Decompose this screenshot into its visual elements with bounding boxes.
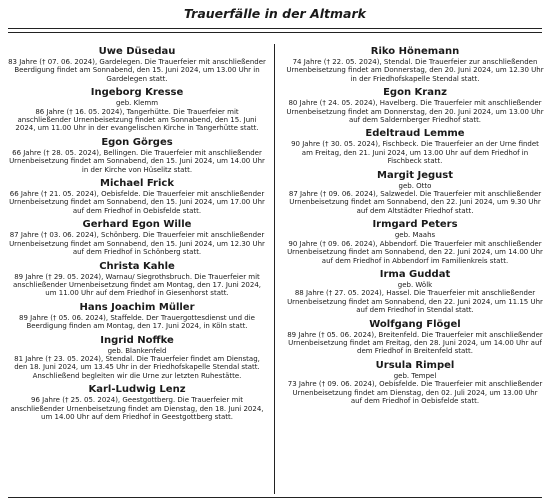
obituary-text: 83 Jahre († 07. 06. 2024), Gardelegen. Die Trauerfeier mit anschließender Beerdigung findet am Sonnabend, den 15. Juni 2024, um 13.00 Uhr in Gardelegen statt.	[8, 58, 266, 83]
deceased-name: Karl-Ludwig Lenz	[88, 384, 186, 396]
page-title: Trauerfälle in der Altmark	[184, 6, 366, 21]
obituary-entry	[8, 384, 266, 421]
deceased-name: Hans Joachim Müller	[79, 301, 195, 313]
deceased-name: Egon Görges	[101, 136, 173, 148]
deceased-name: Ingrid Noffke	[100, 334, 174, 346]
obituary-entry	[286, 128, 544, 165]
top-rule-double	[8, 32, 542, 33]
obituary-text: 96 Jahre († 25. 05. 2024), Geestgottberg. Die Trauerfeier mit anschließender Urnenbeisetzung findet am Dienstag, den 18. Juni 2024, um 14.00 Uhr auf dem Friedhof in Geestgottberg statt.	[10, 396, 264, 421]
obituary-entry	[286, 170, 544, 216]
obituary-text: 89 Jahre († 29. 05. 2024), Warnau/ Siegrothsbruch. Die Trauerfeier mit anschließender Urnenbeisetzung findet am Montag, den 17. Juni 2024, um 11.00 Uhr auf dem Friedhof in Giesenhorst statt.	[12, 272, 262, 298]
obituary-entry	[286, 269, 544, 315]
deceased-name: Ursula Rimpel	[375, 359, 455, 371]
deceased-name: Michael Frick	[100, 178, 174, 190]
deceased-name: Christa Kahle	[99, 260, 175, 272]
right-column	[286, 46, 544, 405]
birth-name: geb. Blankenfeld	[107, 346, 167, 355]
obituary-entry	[8, 219, 266, 256]
birth-name: geb. Tempel	[393, 371, 437, 380]
obituary-text: 74 Jahre († 22. 05. 2024), Stendal. Die Trauerfeier zur anschließenden Urnenbeisetzung findet am Donnerstag, den 20. Juni 2024, um 12.30 Uhr in der Friedhofskapelle Stendal statt.	[286, 58, 544, 83]
obituary-entry	[8, 178, 266, 215]
deceased-name: Margit Jegust	[377, 169, 453, 181]
obituary-entry	[286, 219, 544, 265]
obituary-text: 87 Jahre († 09. 06. 2024), Salzwedel. Die Trauerfeier mit anschließender Urnenbeisetzung findet am Sonnabend, den 22. Juni 2024, um 9.30 Uhr auf dem Altstädter Friedhof statt.	[288, 190, 542, 215]
obituary-entry	[8, 302, 266, 331]
obituary-entry	[8, 87, 266, 133]
obituary-text: 81 Jahre († 23. 05. 2024), Stendal. Die Trauerfeier findet am Dienstag, den 18. Juni 2024, um 13.45 Uhr in der Friedhofskapelle Stendal statt. Anschließend begleiten wir die Urne zur letzten Ruhestätte.	[14, 354, 260, 380]
deceased-name: Irmgard Peters	[372, 219, 458, 231]
obituary-entry	[8, 335, 266, 381]
birth-name: geb. Maahs	[394, 231, 436, 240]
column-divider	[274, 44, 275, 494]
birth-name: geb. Wölk	[397, 280, 433, 289]
obituary-entry	[286, 87, 544, 124]
deceased-name: Uwe Düsedau	[98, 46, 176, 57]
obituary-entry	[8, 46, 266, 83]
top-rule	[8, 28, 542, 29]
obituary-text: 89 Jahre († 05. 06. 2024), Staffelde. Der Trauergottesdienst und die Beerdigung finden am Montag, den 17. Juni 2024, in Köln statt.	[19, 313, 255, 331]
deceased-name: Irma Guddat	[379, 268, 451, 280]
birth-name: geb. Otto	[398, 181, 432, 190]
obituary-text: 87 Jahre († 03. 06. 2024), Schönberg. Die Trauerfeier mit anschließender Urnenbeisetzung findet am Sonnabend, den 15. Juni 2024, um 12.30 Uhr auf dem Friedhof in Schönberg statt.	[9, 231, 265, 257]
obituary-text: 80 Jahre († 24. 05. 2024), Havelberg. Die Trauerfeier mit anschließender Urnenbeisetzung findet am Donnerstag, den 20. Juni 2024, um 13.00 Uhr auf dem Saldernberger Friedhof statt.	[286, 99, 544, 125]
deceased-name: Riko Hönemann	[370, 46, 460, 57]
deceased-name: Edeltraud Lemme	[365, 128, 465, 140]
obituary-entry	[8, 261, 266, 298]
deceased-name: Egon Kranz	[383, 87, 447, 99]
left-column	[8, 46, 266, 421]
obituary-entry	[286, 319, 544, 356]
obituary-text: 89 Jahre († 05. 06. 2024), Breitenfeld. Die Trauerfeier mit anschließender Urnenbeisetzung findet am Freitag, den 28. Juni 2024, um 14.00 Uhr auf dem Friedhof in Breitenfeld statt.	[287, 330, 543, 356]
obituary-text: 66 Jahre († 21. 05. 2024), Oebisfelde. Die Trauerfeier mit anschließender Urnenbeisetzung findet am Sonnabend, den 15. Juni 2024, um 17.00 Uhr auf dem Friedhof in Oebisfelde statt.	[9, 190, 265, 215]
obituary-text: 90 Jahre († 09. 06. 2024), Abbendorf. Die Trauerfeier mit anschließender Urnenbeisetzung findet am Sonnabend, den 22. Juni 2024, um 14.00 Uhr auf dem Friedhof in Abbendorf im Familienkreis statt.	[287, 239, 543, 265]
obituary-entry	[8, 137, 266, 174]
obituary-text: 88 Jahre († 27. 05. 2024), Hassel. Die Trauerfeier mit anschließender Urnenbeisetzung findet am Sonnabend, den 22. Juni 2024, um 11.15 Uhr auf dem Friedhof in Stendal statt.	[287, 289, 543, 315]
obituary-text: 66 Jahre († 28. 05. 2024), Bellingen. Die Trauerfeier mit anschließender Urnenbeisetzung findet am Sonnabend, den 15. Juni 2024, um 14.00 Uhr in der Kirche von Hüselitz statt.	[9, 148, 265, 174]
obituary-entry	[286, 46, 544, 83]
birth-name: geb. Klemm	[115, 99, 159, 108]
obituary-entry	[286, 360, 544, 406]
deceased-name: Gerhard Egon Wille	[82, 219, 192, 231]
obituary-text: 86 Jahre († 16. 05. 2024), Tangerhütte. Die Trauerfeier mit anschließender Urnenbeisetzung findet am Sonnabend, den 15. Juni 2024, um 11.00 Uhr in der evangelischen Kirche in Tangerhütte statt.	[15, 107, 259, 133]
obituary-text: 73 Jahre († 09. 06. 2024), Oebisfelde. Die Trauerfeier mit anschließender Urnenbeisetzung findet am Dienstag, den 02. Juli 2024, um 13.00 Uhr auf dem Friedhof in Oebisfelde statt.	[287, 380, 543, 405]
obituary-text: 90 Jahre († 30. 05. 2024), Fischbeck. Die Trauerfeier an der Urne findet am Freitag, den 21. Juni 2024, um 13.00 Uhr auf dem Friedhof in Fischbeck statt.	[291, 140, 539, 166]
deceased-name: Ingeborg Kresse	[90, 87, 184, 99]
bottom-rule	[8, 497, 542, 498]
deceased-name: Wolfgang Flögel	[369, 318, 461, 330]
